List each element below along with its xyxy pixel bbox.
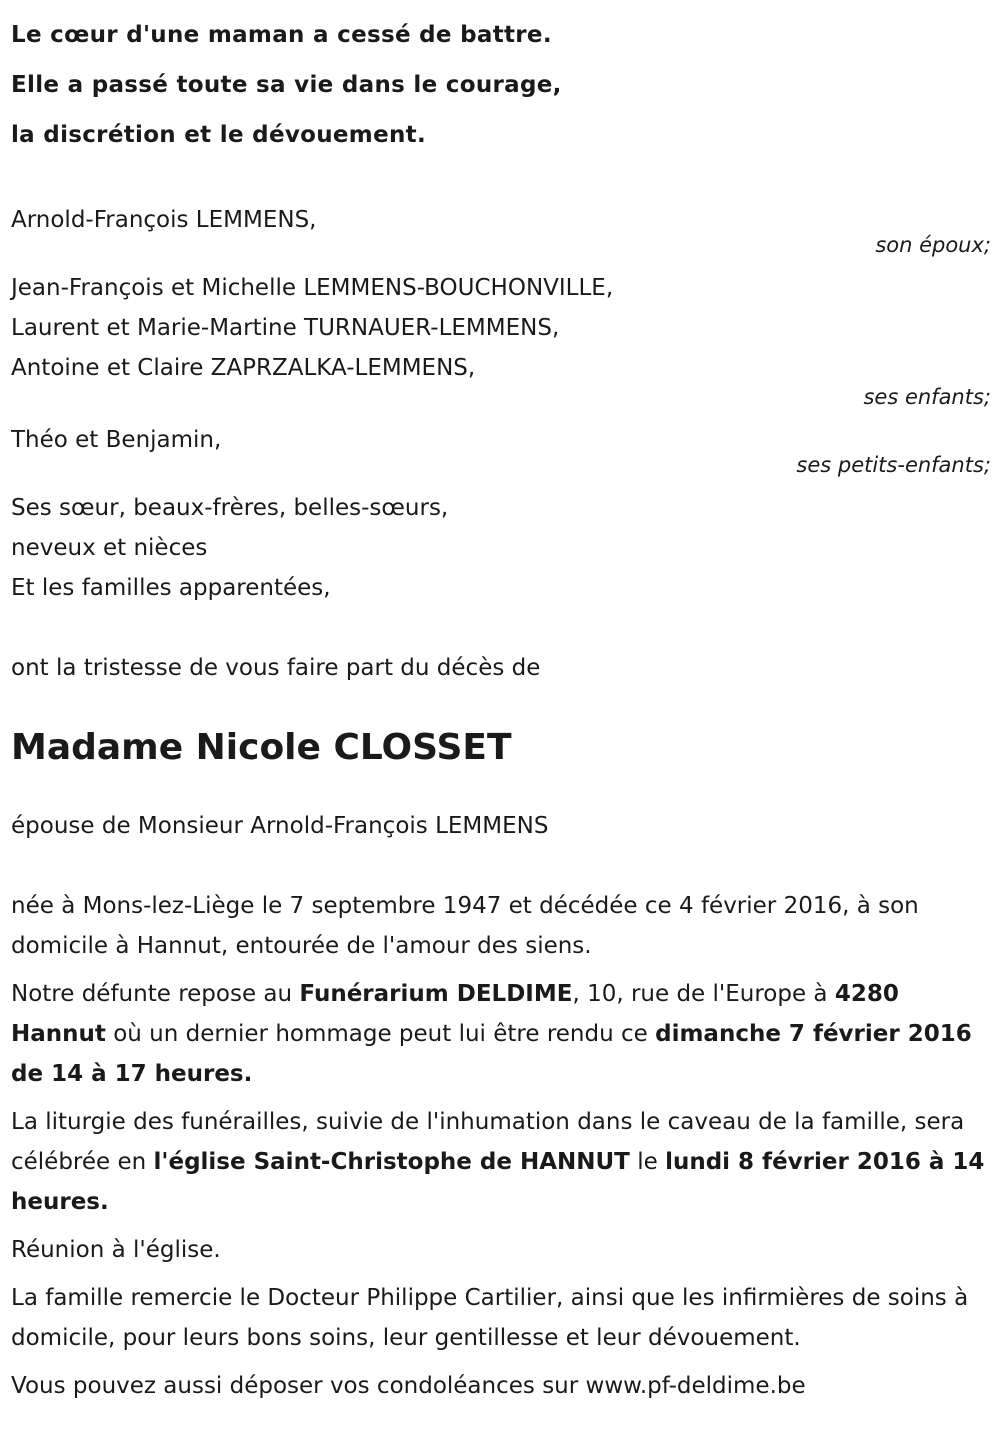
church-name: l'église Saint-Christophe de HANNUT [153, 1149, 630, 1175]
visitation-text: , 10, rue de l'Europe à [572, 981, 835, 1007]
deceased-spouse-line: épouse de Monsieur Arnold-François LEMMENS [11, 813, 549, 839]
intro-line-3: la discrétion et le dévouement. [11, 122, 426, 148]
intro-line-1: Le cœur d'une maman a cessé de battre. [11, 22, 552, 48]
relatives-line: Ses sœur, beaux-frères, belles-sœurs, [11, 495, 449, 521]
deceased-name: Madame Nicole CLOSSET [11, 727, 512, 768]
spouse-role: son époux; [875, 233, 991, 257]
visitation-text: où un dernier hommage peut lui être rendu ce [105, 1021, 656, 1047]
intro-line-2: Elle a passé toute sa vie dans le courage, [11, 72, 562, 98]
children-role: ses enfants; [863, 385, 991, 409]
announcement: ont la tristesse de vous faire part du décès de [11, 655, 541, 681]
funeral-home-city: 4280 Hannut [11, 981, 899, 1047]
child-line: Laurent et Marie-Martine TURNAUER-LEMMENS, [11, 315, 560, 341]
obituary-page [11, 0, 991, 1406]
visitation-time: dimanche 7 février 2016 de 14 à 17 heures. [11, 1021, 972, 1087]
relatives-line: Et les familles apparentées, [11, 575, 331, 601]
spouse-name: Arnold-François LEMMENS, [11, 207, 317, 233]
grandchildren-role: ses petits-enfants; [796, 453, 991, 477]
intro-verse [11, 0, 991, 160]
child-line: Antoine et Claire ZAPRZALKA-LEMMENS, [11, 355, 476, 381]
children-section [11, 268, 991, 410]
visitation-paragraph [11, 974, 991, 1094]
grandchildren-section [11, 420, 991, 478]
condolences-line: Vous pouvez aussi déposer vos condoléances sur www.pf-deldime.be [11, 1373, 806, 1399]
meeting-note: Réunion à l'église. [11, 1237, 221, 1263]
thanks-paragraph: La famille remercie le Docteur Philippe Cartilier, ainsi que les infirmières de soins à domicile, pour leurs bons soins, leur gentillesse et leur dévouement. [11, 1285, 969, 1351]
birth-death-paragraph: née à Mons-lez-Liège le 7 septembre 1947 et décédée ce 4 février 2016, à son domicile à Hannut, entourée de l'amour des siens. [11, 893, 919, 959]
funeral-text: La liturgie des funérailles, suivie de l'inhumation dans le caveau de la famille, sera célébrée en [11, 1109, 965, 1175]
grandchildren-names: Théo et Benjamin, [11, 427, 222, 453]
relatives-line: neveux et nièces [11, 535, 208, 561]
funeral-text: le [629, 1149, 666, 1175]
funeral-paragraph [11, 1102, 991, 1222]
relatives-section [11, 488, 991, 608]
funeral-home-name: Funérarium DELDIME [299, 981, 573, 1007]
visitation-text: Notre défunte repose au [11, 981, 300, 1007]
spouse-section [11, 200, 991, 258]
child-line: Jean-François et Michelle LEMMENS-BOUCHONVILLE, [11, 275, 614, 301]
funeral-time: lundi 8 février 2016 à 14 heures. [11, 1149, 985, 1215]
